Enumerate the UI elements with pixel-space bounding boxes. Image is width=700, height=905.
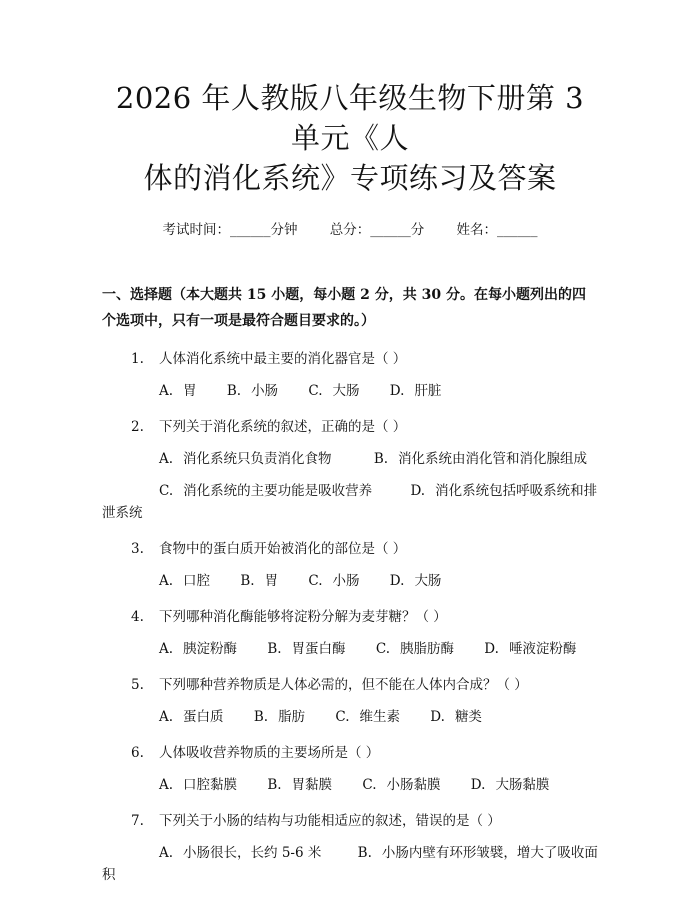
option-a: A. 小肠很长，长约 5-6 米 [159,845,322,861]
option-c: C. 小肠 [308,573,360,589]
question-number: 3. [131,541,144,557]
question-stem: 人体吸收营养物质的主要场所是（ ） [159,745,380,761]
option-list [102,570,598,592]
question-3 [102,538,598,592]
question-stem: 下列哪种营养物质是人体必需的，但不能在人体内合成？（ ） [159,677,528,693]
question-4 [102,606,598,660]
option-a: A. 口腔 [159,573,211,589]
question-number: 6. [131,745,144,761]
option-b: B. 消化系统由消化管和消化腺组成 [373,451,588,467]
option-b: B. 脂肪 [253,709,306,725]
option-d: D. 消化系统包括呼吸系统和排 [410,483,598,499]
option-a: A. 口腔黏膜 [159,777,238,793]
question-number: 1. [131,351,144,367]
question-number: 4. [131,609,144,625]
option-b: B. 胃蛋白酶 [267,641,346,657]
question-2 [102,416,598,524]
option-b: B. 小肠 [226,383,279,399]
option-b: B. 胃 [240,573,279,589]
option-d: D. 唾液淀粉酶 [484,641,577,657]
question-number: 2. [131,419,144,435]
option-continuation: 泄系统 [102,505,143,521]
option-b: B. 小肠内壁有环形皱襞，增大了吸收面 [357,845,598,861]
option-list [102,842,598,864]
option-list [102,480,598,502]
section-heading: 一、选择题（本大题共 15 小题，每小题 2 分，共 30 分。在每小题列出的四个选项中，只有一项是最符合题目要求的。） [102,287,586,329]
title-line-1: 2026 年人教版八年级生物下册第 3 单元《人 [115,81,585,155]
option-a: A. 胃 [159,383,197,399]
option-c: C. 大肠 [308,383,360,399]
option-continuation: 积 [102,867,116,883]
title-line-2: 体的消化系统》专项练习及答案 [143,161,557,195]
option-a: A. 蛋白质 [159,709,224,725]
option-c: C. 小肠黏膜 [362,777,441,793]
option-d: D. 肝脏 [389,383,442,399]
option-a: A. 消化系统只负责消化食物 [159,451,332,467]
question-stem: 下列哪种消化酶能够将淀粉分解为麦芽糖？（ ） [159,609,447,625]
student-name-field: 姓名：______ [456,222,538,238]
option-list [102,774,598,796]
option-a: A. 胰淀粉酶 [159,641,238,657]
option-list [102,638,598,660]
question-6 [102,742,598,796]
question-5 [102,674,598,728]
question-1 [102,348,598,402]
exam-score-field: 总分：______分 [329,222,425,238]
option-d: D. 大肠 [389,573,442,589]
option-list [102,448,598,470]
option-d: D. 大肠黏膜 [470,777,550,793]
exam-time-field: 考试时间：______分钟 [162,222,298,238]
option-c: C. 消化系统的主要功能是吸收营养 [159,483,373,499]
question-stem: 人体消化系统中最主要的消化器官是（ ） [159,351,407,367]
exam-info [102,220,598,240]
question-stem: 下列关于小肠的结构与功能相适应的叙述，错误的是（ ） [159,813,501,829]
option-list [102,706,598,728]
option-c: C. 维生素 [335,709,400,725]
question-stem: 食物中的蛋白质开始被消化的部位是（ ） [159,541,407,557]
option-d: D. 糖类 [430,709,482,725]
question-stem: 下列关于消化系统的叙述，正确的是（ ） [159,419,407,435]
option-c: C. 胰脂肪酶 [375,641,454,657]
question-number: 7. [131,813,144,829]
question-7 [102,810,598,886]
document-title [102,0,598,198]
option-b: B. 胃黏膜 [267,777,333,793]
option-list [102,380,598,402]
question-number: 5. [131,677,144,693]
